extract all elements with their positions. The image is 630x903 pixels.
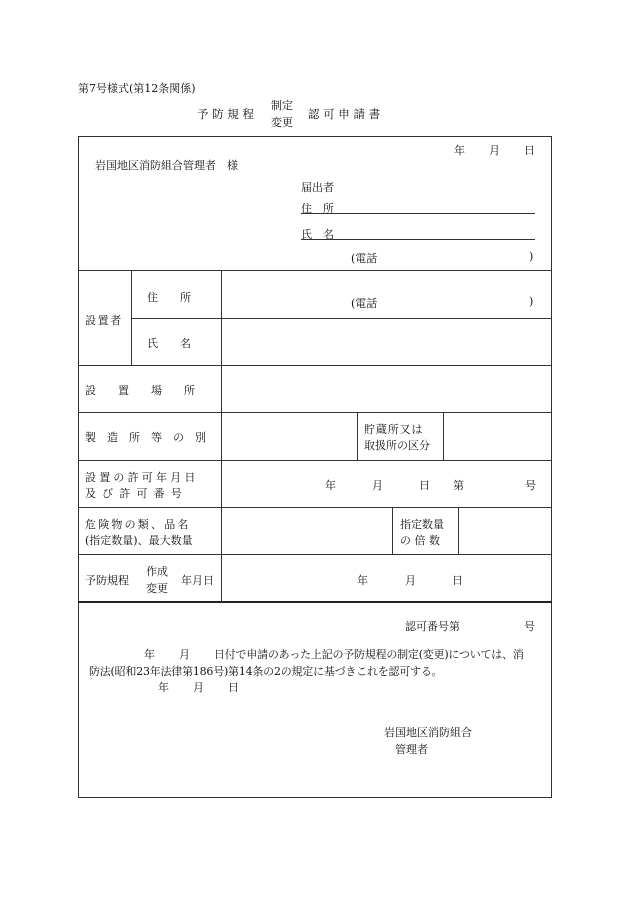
addressee: 岩国地区消防組合管理者 様 bbox=[95, 159, 238, 172]
title-option-enact: 制定 bbox=[271, 99, 293, 112]
section-divider bbox=[78, 601, 552, 603]
divider bbox=[78, 365, 552, 366]
title-prefix: 予 防 規 程 bbox=[197, 107, 254, 121]
header-day: 日 bbox=[524, 144, 535, 157]
facility-label: 製 造 所 等 の 別 bbox=[85, 431, 206, 444]
issuer-organization: 岩国地区消防組合 bbox=[384, 726, 472, 739]
divider bbox=[131, 270, 132, 365]
permit-number-prefix: 第 bbox=[453, 479, 464, 492]
applicant-name-label: 氏 名 bbox=[301, 228, 334, 241]
permit-day: 日 bbox=[419, 479, 430, 492]
divider bbox=[458, 507, 459, 554]
permit-label-1: 設置の許可年月日 bbox=[85, 471, 199, 484]
facility-class-label-1: 貯蔵所又は bbox=[364, 423, 424, 436]
hazard-label-2: (指定数量)、最大数量 bbox=[85, 534, 193, 547]
divider bbox=[221, 270, 222, 601]
divider bbox=[78, 507, 552, 508]
prevention-year: 年 bbox=[357, 574, 368, 587]
installer-address-label: 住 所 bbox=[147, 291, 191, 304]
approval-date-year: 年 bbox=[158, 681, 169, 694]
prevention-option-create: 作成 bbox=[146, 565, 168, 578]
divider bbox=[78, 412, 552, 413]
approval-date-day: 日 bbox=[228, 681, 239, 694]
divider bbox=[78, 554, 552, 555]
approval-date-month: 月 bbox=[193, 681, 204, 694]
title-option-change: 変更 bbox=[271, 116, 293, 129]
installer-phone-open: (電話 bbox=[351, 297, 378, 310]
hazard-label-1: 危険物の類、品名 bbox=[85, 518, 191, 531]
approval-month: 月 bbox=[179, 648, 190, 661]
applicant-label: 届出者 bbox=[301, 181, 334, 194]
divider bbox=[357, 412, 358, 460]
prevention-label: 予防規程 bbox=[85, 574, 129, 587]
applicant-phone-close: ) bbox=[529, 250, 534, 263]
prevention-day: 日 bbox=[452, 574, 463, 587]
approval-year: 年 bbox=[144, 648, 155, 661]
applicant-address-line[interactable] bbox=[301, 213, 535, 214]
hazard-multiple-1: 指定数量 bbox=[400, 518, 444, 531]
applicant-phone-open: (電話 bbox=[351, 252, 378, 265]
prevention-date-label: 年月日 bbox=[181, 574, 214, 587]
applicant-name-line[interactable] bbox=[301, 239, 535, 240]
applicant-address-label: 住 所 bbox=[301, 202, 334, 215]
facility-class-label-2: 取扱所の区分 bbox=[364, 439, 430, 452]
permit-number-suffix: 号 bbox=[525, 479, 536, 492]
permit-label-2: 及び許可番号 bbox=[85, 487, 188, 500]
issuer-title: 管理者 bbox=[395, 743, 428, 756]
installer-phone-close: ) bbox=[529, 295, 534, 308]
installer-name-label: 氏 名 bbox=[147, 337, 191, 350]
header-month: 月 bbox=[489, 144, 500, 157]
divider bbox=[131, 318, 552, 319]
permit-year: 年 bbox=[325, 479, 336, 492]
prevention-option-change: 変更 bbox=[146, 582, 168, 595]
form-number: 第7号様式(第12条関係) bbox=[78, 82, 196, 95]
prevention-month: 月 bbox=[405, 574, 416, 587]
hazard-multiple-2: の 倍 数 bbox=[400, 534, 440, 547]
divider bbox=[78, 460, 552, 461]
title-suffix: 認 可 申 請 書 bbox=[308, 107, 381, 121]
header-year: 年 bbox=[454, 144, 465, 157]
approval-body-line-1: 日付で申請のあった上記の予防規程の制定(変更)については、消 bbox=[214, 648, 524, 661]
approval-number-suffix: 号 bbox=[524, 620, 535, 633]
installer-label: 設置者 bbox=[85, 314, 123, 327]
divider bbox=[78, 270, 552, 271]
approval-number-prefix: 認可番号第 bbox=[405, 620, 460, 633]
permit-month: 月 bbox=[372, 479, 383, 492]
location-label: 設 置 場 所 bbox=[85, 384, 195, 397]
approval-body-line-2: 防法(昭和23年法律第186号)第14条の2の規定に基づきこれを認可する。 bbox=[89, 665, 443, 678]
divider bbox=[443, 412, 444, 460]
divider bbox=[392, 507, 393, 554]
